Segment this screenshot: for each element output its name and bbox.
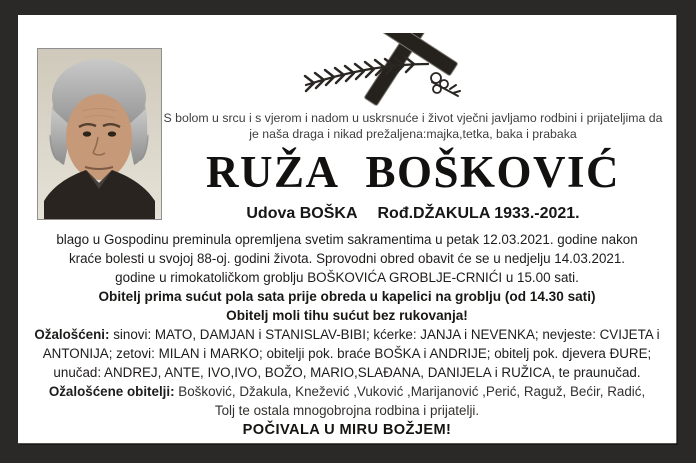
maiden-name-and-years: Rođ.DŽAKULA 1933.-2021. — [377, 205, 580, 222]
portrait-image — [38, 49, 161, 219]
families-line-2: Tolj te ostala mnogobrojna rodbina i prijatelji. — [214, 403, 480, 418]
intro-line-2: je naša draga i nikad prežaljena:majka,tetka, baka i prabaka — [249, 127, 577, 141]
condolence-line-2: Obitelj moli tihu sućut bez rukovanja! — [226, 308, 468, 323]
deceased-first-name: RUŽA — [205, 147, 340, 197]
announcement-line-1: blago u Gospodinu preminula opremljena svetim sakramentima u petak 12.03.2021. godine nakon — [56, 232, 638, 247]
intro-line-1: S bolom u srcu i s vjerom i nadom u uskrsnuće i život vječni javljamo rodbini i prijateljima da — [163, 111, 663, 125]
body-block — [24, 230, 670, 440]
families-list-1: Bošković, Džakula, Knežević ,Vuković ,Marijanović ,Perić, Raguž, Bećir, Radić, — [174, 384, 646, 399]
deceased-last-name: BOŠKOVIĆ — [365, 147, 621, 197]
cross-and-branch-graphic — [300, 33, 472, 113]
widow-of-label: Udova BOŠKA — [246, 205, 358, 222]
closing-line: POČIVALA U MIRU BOŽJEM! — [242, 422, 452, 438]
condolence-line-1: Obitelj prima sućut pola sata prije obreda u kapelici na groblju (od 14.30 sati) — [98, 289, 596, 304]
deceased-name — [158, 144, 668, 200]
announcement-line-2: kraće bolesti u svojoj 88-oj. godini života. Sprovodni obred obavit će se u nedjelju 14.03.2021. — [68, 251, 626, 266]
deceased-subtitle — [158, 204, 668, 224]
mourners-line-1 — [24, 325, 670, 344]
mourners-label: Ožalošćeni: — [34, 327, 110, 342]
obituary-sheet — [18, 15, 676, 443]
families-line-1 — [24, 382, 670, 401]
deceased-photo — [37, 48, 162, 220]
announcement-line-3: godine u rimokatoličkom groblju BOŠKOVIĆA GROBLJE-CRNIĆI u 15.00 sati. — [115, 270, 579, 285]
mourners-line-2: ANTONIJA; zetovi: MILAN i MARKO; obitelji pok. braće BOŠKA i ANDRIJE; obitelj pok. djevera ĐURE; — [42, 346, 652, 361]
mourners-list-1: sinovi: MATO, DAMJAN i STANISLAV-BIBI; kćerke: JANJA i NEVENKA; nevjeste: CVIJETA i — [109, 327, 660, 342]
mourners-line-3: unučad: ANDREJ, ANTE, IVO,IVO, BOŽO, MARIO,SLAĐANA, DANIJELA i RUŽICA, te praunučad. — [53, 365, 641, 380]
header-block — [158, 110, 668, 224]
memorial-cross-icon — [300, 33, 472, 113]
families-label: Ožalošćene obitelji: — [48, 384, 175, 399]
